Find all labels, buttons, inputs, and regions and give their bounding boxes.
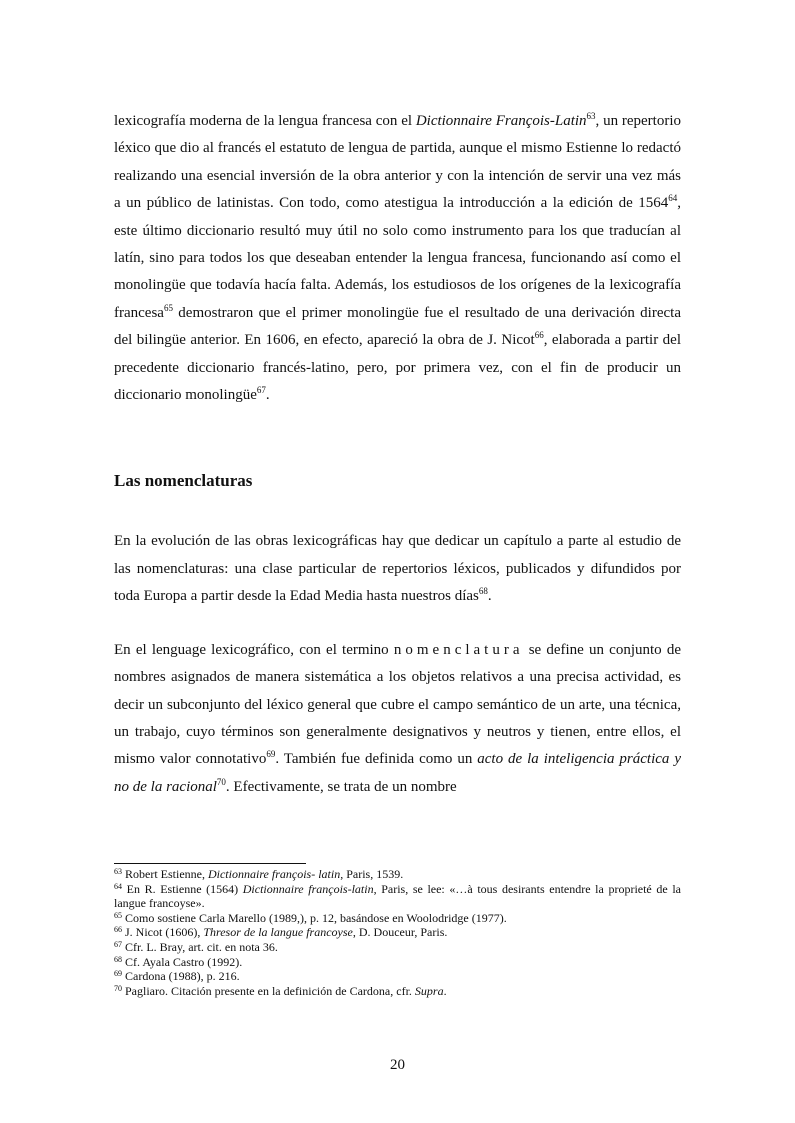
text-run: , elaborada a partir del precedente diccionario francés-latino, pero, por primera vez, con el fin de producir un diccionario monolingüe [114, 332, 681, 404]
footnote-ref[interactable]: 70 [216, 776, 226, 787]
paragraph-2 [114, 528, 681, 610]
footnote: $^{68}$ Cf. Ayala Castro (1992). [114, 954, 243, 969]
page-body [114, 108, 681, 801]
text-run: lexicografía moderna de la lengua francesa con el [114, 113, 416, 129]
footnote: $^{70}$ Pagliaro. Citación presente en la definición de Cardona, cfr. Supra. [114, 983, 447, 998]
footnote: $^{66}$ J. Nicot (1606), Thresor de la langue francoyse, D. Douceur, Paris. [114, 925, 448, 940]
text-run: , este último diccionario resultó muy útil no solo como instrumento para los que traducían al latín, sino para todos los que deseaban entender la lengua francesa, funcionando así como el monolingüe que todavía hacía falta. Además, los estudiosos de los orígenes de la lexicografía francesa [114, 195, 681, 321]
footnote-ref[interactable]: 69 [266, 749, 276, 760]
footnote: $^{63}$ Robert Estienne, Dictionnaire françois- latin, Paris, 1539. [114, 867, 404, 881]
footnote-ref[interactable]: 67 [256, 385, 266, 396]
italic-phrase: acto de la inteligencia práctica y no de la racional [114, 751, 681, 795]
paragraph-3 [114, 637, 681, 801]
text-run: En la evolución de las obras lexicográficas hay que dedicar un capítulo a parte al estudio de las nomenclaturas: una clase particular de repertorios léxicos, publicados y difundidos por toda Europa a partir desde la Edad Media hasta nuestros días [114, 533, 681, 605]
text-run: . Efectivamente, se trata de un nombre [225, 778, 457, 795]
section-heading: Las nomenclaturas [114, 471, 253, 491]
footnote: $^{67}$ Cfr. L. Bray, art. cit. en nota 36. [114, 939, 278, 954]
text-run: demostraron que el primer monolingüe fue el resultado de una derivación directa del bilingüe anterior. En 1606, en efecto, apareció la obra de J. Nicot [114, 304, 681, 349]
paragraph-1 [114, 108, 681, 409]
text-run: . También fue definida como un [275, 751, 478, 768]
text-run: . [265, 387, 270, 404]
text-run: se define un conjunto de nombres asignados de manera sistemática a los objetos relativos a una precisa actividad, es decir un subconjunto del léxico general que cubre el campo semántico de un arte, una técnica, un trabajo, cuyo términos son generalmente designativos y neutros y tienen, entre ellos, el mismo valor connotativo [114, 641, 682, 768]
footnote-ref[interactable]: 64 [668, 193, 678, 204]
footnote-divider [114, 863, 306, 864]
footnotes [114, 863, 681, 998]
text-run: En el lenguage lexicográfico, con el termino [114, 641, 394, 658]
footnote-ref[interactable]: 63 [586, 111, 596, 121]
text-run: . [487, 588, 492, 605]
footnote-ref[interactable]: 66 [534, 330, 544, 341]
footnote: $^{64}$ En R. Estienne (1564) Dictionnaire françois-latin, Paris, se lee: «…à tous desirants entendre la proprieté de la langue francoyse». [114, 881, 681, 911]
text-run: , un repertorio léxico que dio al francés el estatuto de lengua de partida, aunque el mismo Estienne lo redactó realizando una esencial inversión de la obra anterior y con la intención de servir una vez más a un público de latinistas. Con todo, como atestigua la introducción a la edición de 1564 [114, 113, 682, 212]
footnote-ref[interactable]: 65 [163, 302, 173, 313]
spaced-term: nomenclatura [393, 641, 524, 658]
italic-title: Dictionnaire François-Latin [415, 113, 587, 129]
footnote: $^{65}$ Como sostiene Carla Marello (1989,), p. 12, basándose en Woolodridge (1977). [114, 910, 507, 925]
footnote: $^{69}$ Cardona (1988), p. 216. [114, 969, 240, 984]
footnote-ref[interactable]: 68 [478, 586, 488, 597]
page-number: 20 [390, 1057, 405, 1073]
